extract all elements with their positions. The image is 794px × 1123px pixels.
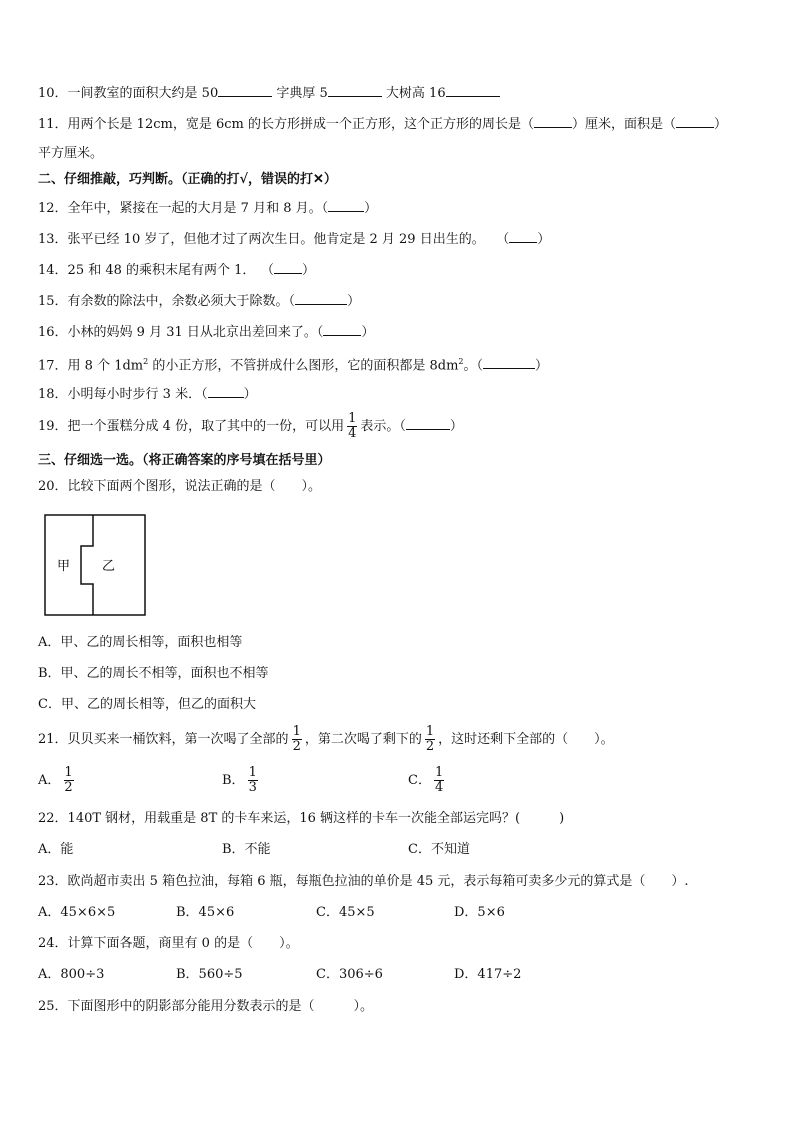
question-number: 20． <box>38 479 68 494</box>
question-number: 15． <box>38 294 68 309</box>
fraction: $\frac{1}{4}$ <box>434 765 444 795</box>
question-number: 21． <box>38 732 68 747</box>
section-heading: 二、仔细推敲，巧判断。（正确的打√，错误的打✕） <box>38 172 337 187</box>
question-25: 25．下面图形中的阴影部分能用分数表示的是（ ）。 <box>38 999 374 1014</box>
question-number: 12． <box>38 201 68 216</box>
question-number: 14． <box>38 263 68 278</box>
answer-blank[interactable] <box>676 115 714 128</box>
question-number: 18． <box>38 387 68 402</box>
option-c[interactable]: C． $\frac{1}{4}$ <box>408 765 444 795</box>
question-number: 25． <box>38 999 68 1014</box>
option-d[interactable]: D．417÷2 <box>454 967 522 982</box>
section-heading: 三、仔细选一选。（将正确答案的序号填在括号里） <box>38 453 331 468</box>
question-24: 24．计算下面各题，商里有 0 的是（ ）。 <box>38 936 299 951</box>
answer-blank[interactable] <box>509 230 537 243</box>
question-number: 22． <box>38 811 68 826</box>
option-a[interactable]: A．能 <box>38 842 74 857</box>
answer-blank[interactable] <box>218 84 272 97</box>
fraction: $\frac{1}{4}$ <box>348 411 357 441</box>
question-11: 11．用两个长是 12cm，宽是 6cm 的长方形拼成一个正方形，这个正方形的周长是（ ）厘米，面积是（ ） <box>38 117 728 132</box>
question-number: 13． <box>38 232 68 247</box>
question-16: 16．小林的妈妈 9 月 31 日从北京出差回来了。（ ） <box>38 325 375 340</box>
question-20: 20．比较下面两个图形，说法正确的是（ ）。 <box>38 479 322 494</box>
answer-blank[interactable] <box>328 84 382 97</box>
option-a[interactable]: A．800÷3 <box>38 967 105 982</box>
fraction: $\frac{1}{2}$ <box>292 724 301 754</box>
answer-blank[interactable] <box>323 323 361 336</box>
shape-figure <box>44 514 148 618</box>
answer-blank[interactable] <box>208 385 244 398</box>
option-d[interactable]: D．5×6 <box>454 905 505 920</box>
question-17: 17．用 8 个 $1dm^2$ 的小正方形，不管拼成什么图形，它的面积都是 $8dm^2$。（ ） <box>38 357 549 374</box>
answer-blank[interactable] <box>295 292 347 305</box>
answer-blank[interactable] <box>534 115 572 128</box>
question-21: 21．贝贝买来一桶饮料，第一次喝了全部的 $\frac{1}{2}$ ，第二次喝了剩下的 $\frac{1}{2}$ ，这时还剩下全部的（ ）。 <box>38 724 614 754</box>
option-c[interactable]: C．45×5 <box>316 905 375 920</box>
question-12: 12．全年中，紧接在一起的大月是 7 月和 8 月。（ ） <box>38 201 378 216</box>
option-a[interactable]: A．甲、乙的周长相等，面积也相等 <box>38 635 243 650</box>
question-number: 24． <box>38 936 68 951</box>
fraction: $\frac{1}{3}$ <box>248 765 257 795</box>
label-yi: 乙 <box>102 559 116 574</box>
question-number: 16． <box>38 325 68 340</box>
option-a[interactable]: A．45×6×5 <box>38 905 116 920</box>
answer-blank[interactable] <box>406 417 450 430</box>
label-jia: 甲 <box>57 559 71 574</box>
question-14: 14．25 和 48 的乘积末尾有两个 1． （ ） <box>38 263 315 278</box>
question-11-cont: 平方厘米。 <box>38 146 104 161</box>
option-b[interactable]: B．甲、乙的周长不相等，面积也不相等 <box>38 666 269 681</box>
question-13: 13．张平已经 10 岁了，但他才过了两次生日。他肯定是 2 月 29 日出生的。 （ ） <box>38 232 551 247</box>
question-number: 23． <box>38 874 68 889</box>
question-number: 17． <box>38 358 68 374</box>
option-c[interactable]: C．306÷6 <box>316 967 383 982</box>
answer-blank[interactable] <box>446 84 500 97</box>
option-b[interactable]: B． $\frac{1}{3}$ <box>222 765 257 795</box>
answer-blank[interactable] <box>328 199 364 212</box>
question-number: 10． <box>38 86 68 101</box>
question-number: 19． <box>38 419 68 434</box>
option-b[interactable]: B．45×6 <box>176 905 235 920</box>
answer-blank[interactable] <box>274 261 302 274</box>
fraction: $\frac{1}{2}$ <box>64 765 73 795</box>
option-c[interactable]: C．不知道 <box>408 842 470 857</box>
question-23: 23．欧尚超市卖出 5 箱色拉油，每箱 6 瓶，每瓶色拉油的单价是 45 元，表示每箱可卖多少元的算式是（ ）. <box>38 874 689 889</box>
question-18: 18．小明每小时步行 3 米．（ ） <box>38 387 257 402</box>
question-22: 22．140T 钢材，用载重是 8T 的卡车来运，16 辆这样的卡车一次能全部运完吗？( ) <box>38 811 565 826</box>
question-15: 15．有余数的除法中，余数必须大于除数。（ ） <box>38 294 361 309</box>
fraction: $\frac{1}{2}$ <box>425 724 435 754</box>
option-b[interactable]: B．不能 <box>222 842 271 857</box>
answer-blank[interactable] <box>483 356 535 369</box>
option-c[interactable]: C．甲、乙的周长相等，但乙的面积大 <box>38 697 256 712</box>
question-19: 19．把一个蛋糕分成 4 份，取了其中的一份，可以用 $\frac{1}{4}$ 表示。（ ） <box>38 411 463 441</box>
option-a[interactable]: A． $\frac{1}{2}$ <box>38 765 73 795</box>
question-number: 11． <box>38 117 68 132</box>
question-10: 10．一间教室的面积大约是 50 字典厚 5 大树高 16 <box>38 84 500 102</box>
option-b[interactable]: B．560÷5 <box>176 967 243 982</box>
